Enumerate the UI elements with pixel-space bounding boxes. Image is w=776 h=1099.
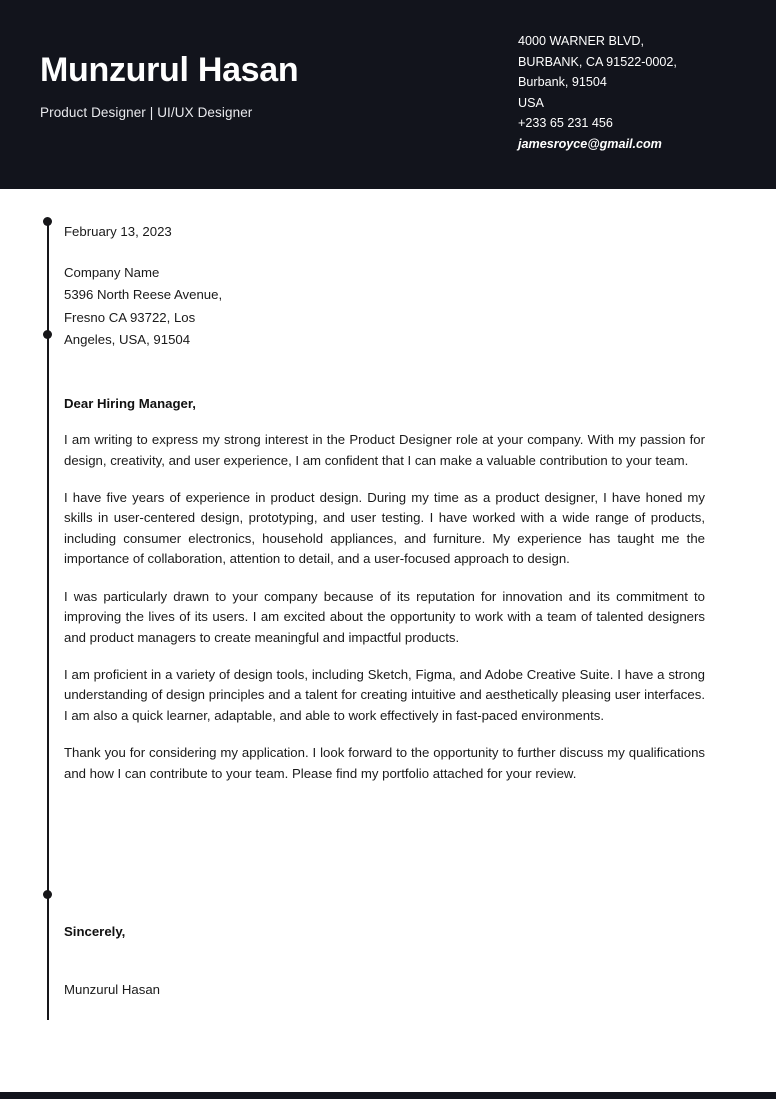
letter-paragraph: I was particularly drawn to your company because of its reputation for innovation and its commitment to improving the lives of its users. I am excited about the opportunity to work with a team of talented designers and product managers to create meaningful and impactful products. bbox=[64, 588, 705, 645]
timeline-dot-date bbox=[43, 217, 52, 226]
recipient-company: Company Name bbox=[64, 265, 160, 280]
recipient-street: 5396 North Reese Avenue, bbox=[64, 287, 223, 303]
document-footer-bar bbox=[0, 1092, 776, 1099]
timeline-line bbox=[47, 220, 49, 1020]
letter-paragraph: Thank you for considering my application. I look forward to the opportunity to further discuss my qualifications and how I can contribute to your team. Please find my portfolio attached for your review. bbox=[64, 745, 705, 781]
contact-address-line-1: 4000 WARNER BLVD, bbox=[518, 34, 644, 48]
letter-paragraph: I have five years of experience in product design. During my time as a product designer, I have honed my skills in user-centered design, prototyping, and user testing. I have worked with a wide range of products, including consumer electronics, household appliances, and furniture. My experience has taught me the importance of collaboration, attention to detail, and a user-focused approach to design. bbox=[64, 489, 705, 567]
contact-address-line-3: Burbank, 91504 bbox=[518, 75, 607, 90]
timeline-dot-recipient bbox=[43, 330, 52, 339]
letter-salutation: Dear Hiring Manager, bbox=[64, 396, 196, 411]
applicant-name: Munzurul Hasan bbox=[40, 51, 299, 89]
contact-block bbox=[518, 31, 728, 155]
letter-paragraph: I am proficient in a variety of design tools, including Sketch, Figma, and Adobe Creative Suite. I have a strong understanding of design principles and a talent for creating intuitive and aesthetically pleasing user interfaces. I am also a quick learner, adaptable, and able to work effectively in fast-paced environments. bbox=[64, 666, 705, 724]
header-inner bbox=[0, 0, 776, 189]
letter-signature: Munzurul Hasan bbox=[64, 982, 161, 997]
contact-address-line-2: BURBANK, CA 91522-0002, bbox=[518, 54, 677, 69]
name-block bbox=[40, 52, 298, 120]
recipient-region-line: Angeles, USA, 91504 bbox=[64, 331, 191, 347]
contact-phone[interactable]: +233 65 231 456 bbox=[518, 116, 613, 131]
applicant-job-title: Product Designer | UI/UX Designer bbox=[40, 105, 253, 121]
recipient-city-line: Fresno CA 93722, Los bbox=[64, 309, 196, 325]
document-header bbox=[0, 0, 776, 189]
recipient-address bbox=[64, 262, 222, 351]
contact-email[interactable]: jamesroyce@gmail.com bbox=[518, 136, 662, 151]
timeline-dot-closing bbox=[43, 890, 52, 899]
letter-date: February 13, 2023 bbox=[64, 224, 172, 239]
letter-paragraph: I am writing to express my strong interest in the Product Designer role at your company. With my passion for design, creativity, and user experience, I am confident that I can make a valuable contribution to your team. bbox=[64, 432, 705, 468]
contact-country: USA bbox=[518, 95, 544, 110]
letter-closing: Sincerely, bbox=[64, 924, 126, 939]
letter-body bbox=[64, 430, 705, 801]
